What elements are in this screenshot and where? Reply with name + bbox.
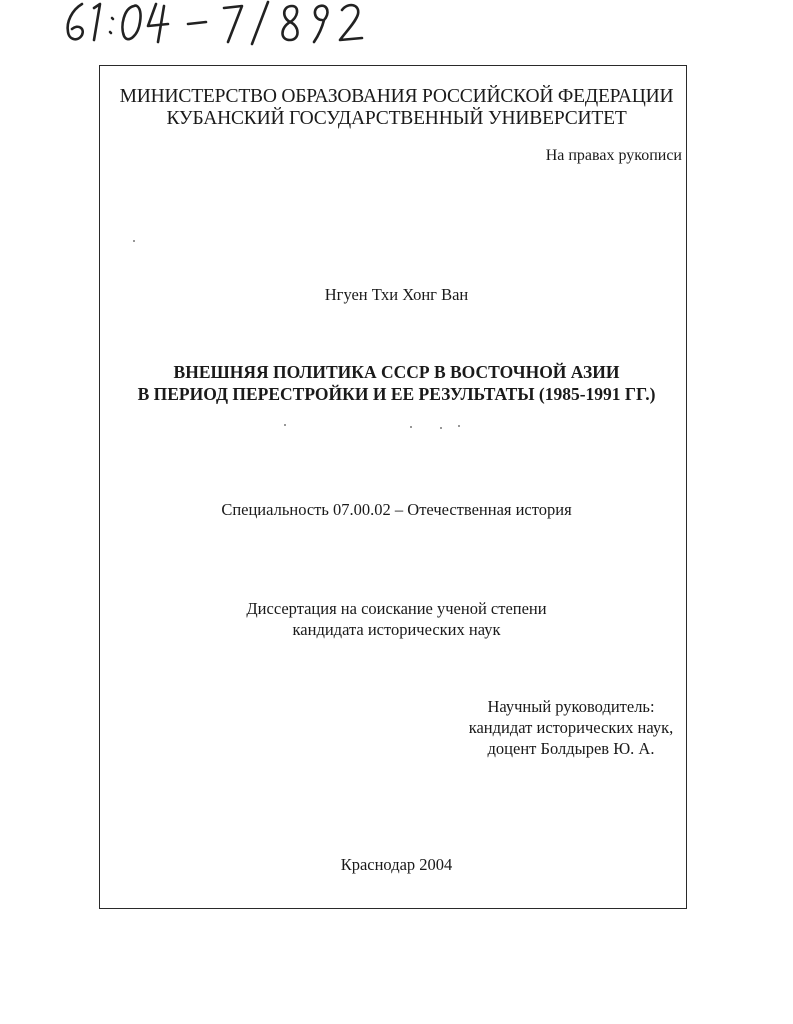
scan-speck (458, 425, 460, 427)
rights-note: На правах рукописи (545, 147, 682, 164)
dissertation-title-line-2: В ПЕРИОД ПЕРЕСТРОЙКИ И ЕЕ РЕЗУЛЬТАТЫ (1985-1991 ГГ.) (137, 384, 656, 404)
university-heading: КУБАНСКИЙ ГОСУДАРСТВЕННЫЙ УНИВЕРСИТЕТ (166, 108, 627, 129)
city-year: Краснодар 2004 (340, 855, 453, 874)
handwritten-archive-code (60, 0, 400, 46)
specialty-line: Специальность 07.00.02 – Отечественная история (221, 500, 572, 519)
supervisor-degree: кандидат исторических наук, (468, 718, 674, 737)
ministry-heading: МИНИСТЕРСТВО ОБРАЗОВАНИЯ РОССИЙСКОЙ ФЕДЕРАЦИИ (119, 86, 674, 107)
degree-line-1: Диссертация на соискание ученой степени (246, 599, 547, 618)
supervisor-label: Научный руководитель: (487, 697, 655, 716)
supervisor-name: доцент Болдырев Ю. А. (487, 739, 655, 758)
scan-speck (284, 424, 286, 426)
title-page-frame (99, 65, 687, 909)
dissertation-title-line-1: ВНЕШНЯЯ ПОЛИТИКА СССР В ВОСТОЧНОЙ АЗИИ (173, 362, 620, 382)
scan-speck (133, 240, 135, 242)
scan-speck (410, 426, 412, 428)
scan-speck (440, 427, 442, 429)
degree-line-2: кандидата исторических наук (292, 620, 501, 639)
author-name: Нгуен Тхи Хонг Ван (324, 285, 469, 304)
